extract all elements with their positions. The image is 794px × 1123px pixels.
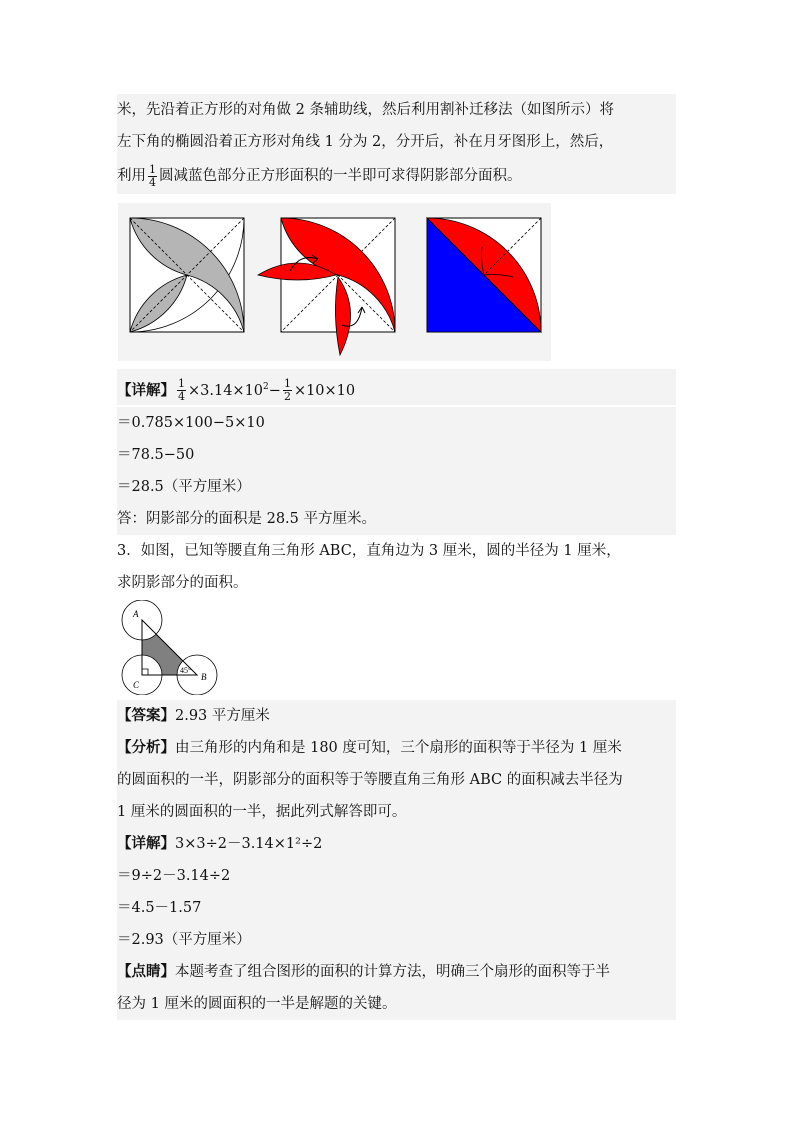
- point-line-1: [117, 956, 676, 988]
- answer-value: 2.93 平方厘米: [175, 708, 270, 724]
- detail-formula: 3×3÷2－3.14×1²÷2: [175, 836, 323, 852]
- answer-row: [117, 700, 676, 732]
- detail-step-2: ＝4.5－1.57: [117, 892, 676, 924]
- text-line-3: [117, 158, 676, 194]
- figure-triangle-circles: [118, 600, 223, 695]
- detail-step-1: ＝9÷2－3.14÷2: [117, 860, 676, 892]
- frac-den: 4: [178, 390, 185, 404]
- analysis-line-1: [117, 732, 676, 764]
- answer-line: 答：阴影部分的面积是 28.5 平方厘米。: [117, 503, 676, 535]
- fraction-numerator: 1: [149, 162, 156, 176]
- detail-row: [117, 828, 676, 860]
- analysis-line-2: 的圆面积的一半，阴影部分的面积等于等腰直角三角形 ABC 的面积减去半径为: [117, 764, 676, 796]
- q3-line-2: 求阴影部分的面积。: [117, 575, 248, 591]
- formula-square: 2: [263, 382, 269, 392]
- text-line-1: 米，先沿着正方形的对角做 2 条辅助线，然后利用割补迁移法（如图所示）将: [117, 94, 676, 126]
- label-c: C: [133, 680, 140, 690]
- text-line-3-post: 圆减蓝色部分正方形面积的一半即可求得阴影部分面积。: [159, 168, 522, 184]
- square-3: [427, 218, 541, 332]
- text-line-2: 左下角的椭圆沿着正方形对角线 1 分为 2，分开后，补在月牙图形上，然后，: [117, 126, 676, 158]
- label-b: B: [201, 672, 207, 682]
- frac-num: 1: [283, 377, 291, 391]
- point-text-1: 本题考查了组合图形的面积的计算方法，明确三个扇形的面积等于半: [175, 964, 610, 980]
- analysis-label: 【分析】: [117, 739, 175, 756]
- step-line-2: ＝78.5−50: [117, 439, 676, 471]
- square-1: [130, 218, 244, 332]
- analysis-line-3: 1 厘米的圆面积的一半，据此列式解答即可。: [117, 796, 676, 828]
- label-a: A: [133, 609, 139, 619]
- detail-label-2: 【详解】: [117, 835, 175, 852]
- frac-num: 1: [178, 377, 185, 391]
- fraction-1-4: [177, 378, 186, 403]
- answer-label: 【答案】: [117, 707, 175, 724]
- step-line-1: ＝0.785×100−5×10: [117, 407, 676, 439]
- text-line-3-pre: 利用: [117, 168, 146, 184]
- figure-cut-and-move: [118, 203, 551, 361]
- fraction-denominator: 4: [149, 175, 156, 189]
- formula-tail: ×10×10: [293, 382, 356, 399]
- figure-triangle-svg: [118, 600, 223, 695]
- detail-formula-line: [117, 369, 676, 405]
- point-line-2: 径为 1 厘米的圆面积的一半是解题的关键。: [117, 988, 676, 1020]
- q3-line-1: 3．如图，已知等腰直角三角形 ABC，直角边为 3 厘米，圆的半径为 1 厘米，: [117, 543, 621, 559]
- analysis-text-1: 由三角形的内角和是 180 度可知，三个扇形的面积等于半径为 1 厘米: [175, 740, 622, 756]
- square-2: [258, 218, 395, 355]
- step-line-3: ＝28.5（平方厘米）: [117, 471, 676, 503]
- label-angle: 45°: [180, 666, 192, 675]
- point-label: 【点睛】: [117, 963, 175, 980]
- frac-den: 2: [283, 390, 291, 404]
- formula-mid: ×3.14×10: [188, 382, 264, 399]
- fraction-1-2: [283, 378, 292, 403]
- formula-minus: −: [268, 382, 281, 399]
- detail-label: 【详解】: [117, 381, 175, 399]
- fraction-one-quarter: [148, 164, 157, 189]
- figure-cut-and-move-svg: [118, 203, 551, 361]
- detail-step-3: ＝2.93（平方厘米）: [117, 924, 676, 956]
